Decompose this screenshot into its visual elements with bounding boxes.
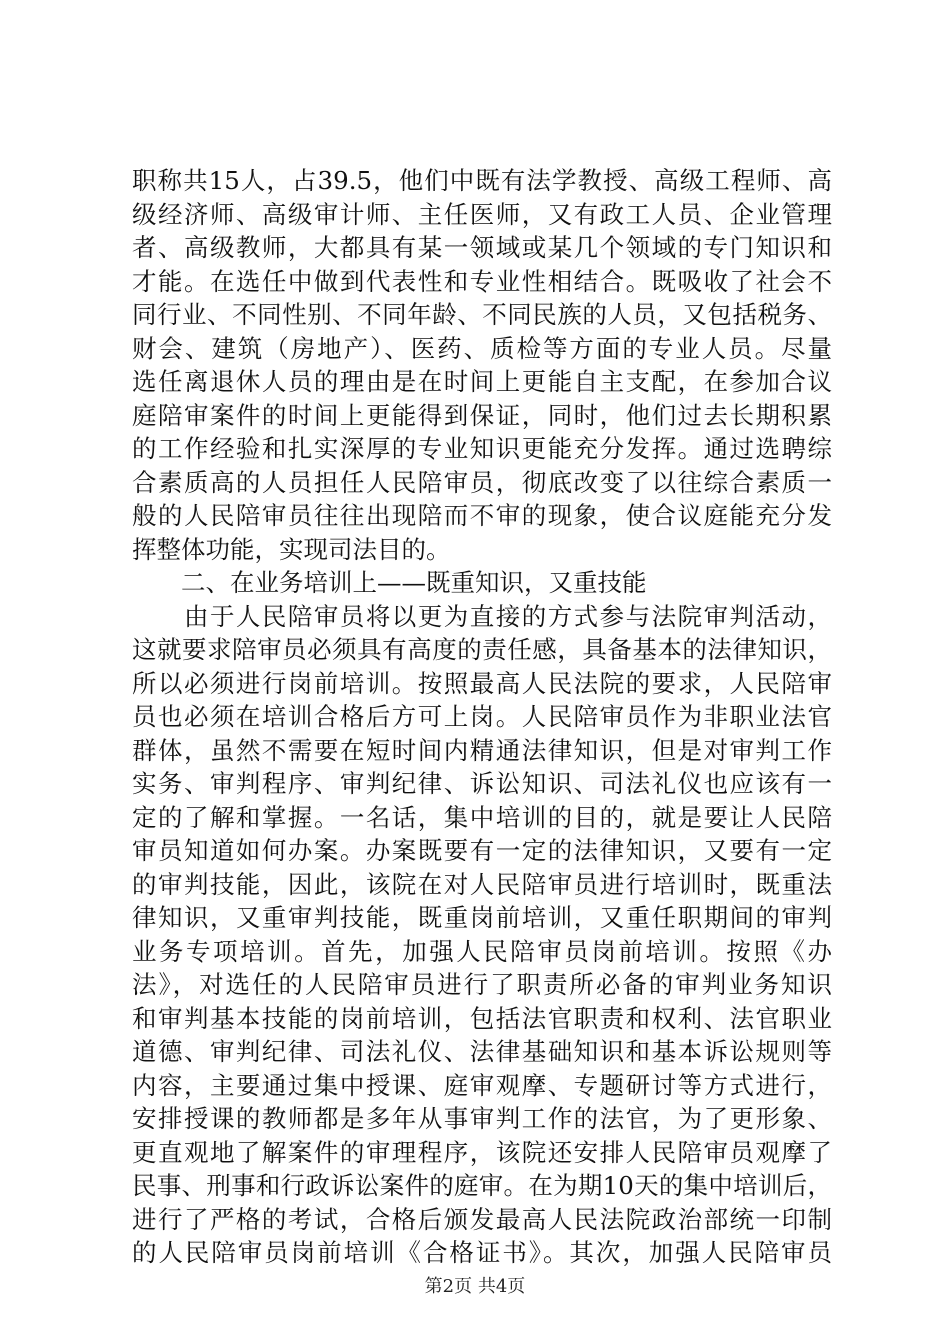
text-line: 道德、审判纪律、司法礼仪、法律基础知识和基本诉讼规则等 bbox=[132, 1037, 832, 1066]
text-line: 的人民陪审员岗前培训《合格证书》。其次，加强人民陪审员 bbox=[132, 1238, 832, 1267]
text-line: 庭陪审案件的时间上更能得到保证，同时，他们过去长期积累 bbox=[132, 400, 832, 430]
text-line: 内容，主要通过集中授课、庭审观摩、专题研讨等方式进行， bbox=[132, 1070, 832, 1100]
text-line: 审员知道如何办案。办案既要有一定的法律知识，又要有一定 bbox=[132, 836, 832, 865]
text-line: 业务专项培训。首先，加强人民陪审员岗前培训。按照《办 bbox=[132, 936, 832, 966]
text-line: 法》，对选任的人民陪审员进行了职责所必备的审判业务知识 bbox=[132, 970, 832, 999]
text-line: 定的了解和掌握。一名话，集中培训的目的，就是要让人民陪 bbox=[132, 802, 832, 832]
text-line: 选任离退休人员的理由是在时间上更能自主支配，在参加合议 bbox=[132, 367, 832, 396]
text-line: 者、高级教师，大都具有某一领域或某几个领域的专门知识和 bbox=[132, 233, 832, 262]
text-line: 进行了严格的考试，合格后颁发最高人民法院政治部统一印制 bbox=[132, 1204, 832, 1234]
body-text bbox=[132, 164, 832, 1270]
text-line: 更直观地了解案件的审理程序，该院还安排人民陪审员观摩了 bbox=[132, 1137, 832, 1167]
text-line: 般的人民陪审员往往出现陪而不审的现象，使合议庭能充分发 bbox=[132, 501, 832, 530]
text-line: 这就要求陪审员必须具有高度的责任感，具备基本的法律知识， bbox=[132, 635, 832, 664]
text-line: 员也必须在培训合格后方可上岗。人民陪审员作为非职业法官 bbox=[132, 702, 832, 731]
text-line: 实务、审判程序、审判纪律、诉讼知识、司法礼仪也应该有一 bbox=[132, 769, 832, 798]
text-line: 级经济师、高级审计师、主任医师，又有政工人员、企业管理 bbox=[132, 199, 832, 229]
text-line: 由于人民陪审员将以更为直接的方式参与法院审判活动， bbox=[132, 601, 832, 631]
text-line: 律知识，又重审判技能，既重岗前培训，又重任职期间的审判 bbox=[132, 903, 832, 932]
text-line: 的工作经验和扎实深厚的专业知识更能充分发挥。通过选聘综 bbox=[132, 434, 832, 463]
text-line: 职称共15人，占39.5，他们中既有法学教授、高级工程师、高 bbox=[132, 166, 832, 195]
text-line: 同行业、不同性别、不同年龄、不同民族的人员，又包括税务、 bbox=[132, 300, 832, 329]
text-line: 才能。在选任中做到代表性和专业性相结合。既吸收了社会不 bbox=[132, 266, 832, 296]
text-line: 合素质高的人员担任人民陪审员，彻底改变了以往综合素质一 bbox=[132, 467, 832, 497]
text-line: 所以必须进行岗前培训。按照最高人民法院的要求，人民陪审 bbox=[132, 668, 832, 698]
text-line: 挥整体功能，实现司法目的。 bbox=[132, 534, 451, 564]
text-line: 群体，虽然不需要在短时间内精通法律知识，但是对审判工作 bbox=[132, 735, 832, 765]
text-line: 和审判基本技能的岗前培训，包括法官职责和权利、法官职业 bbox=[132, 1003, 832, 1033]
page-number-footer: 第2页 共4页 bbox=[424, 1276, 526, 1297]
text-line: 民事、刑事和行政诉讼案件的庭审。在为期10天的集中培训后， bbox=[132, 1171, 832, 1200]
text-line: 安排授课的教师都是多年从事审判工作的法官，为了更形象、 bbox=[132, 1104, 832, 1133]
section-heading: 二、在业务培训上——既重知识，又重技能 bbox=[132, 568, 647, 597]
text-line: 财会、建筑（房地产）、医药、质检等方面的专业人员。尽量 bbox=[132, 333, 832, 363]
text-line: 的审判技能，因此，该院在对人民陪审员进行培训时，既重法 bbox=[132, 869, 832, 899]
